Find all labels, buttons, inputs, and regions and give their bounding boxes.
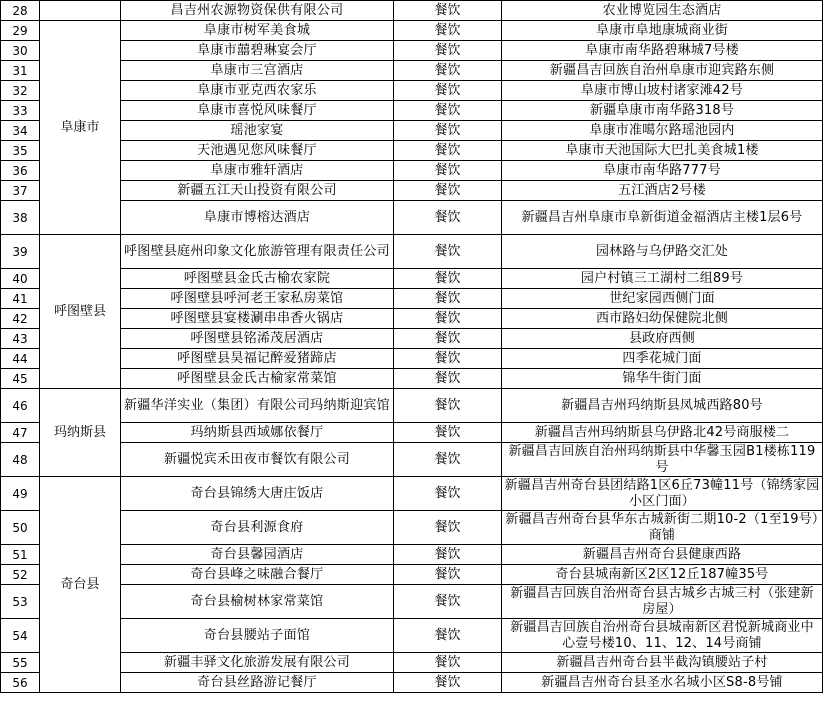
business-type: 餐饮 bbox=[394, 423, 502, 443]
business-type: 餐饮 bbox=[394, 81, 502, 101]
table-row bbox=[1, 21, 823, 41]
business-address: 园户村镇三工湖村二组89号 bbox=[502, 269, 823, 289]
business-address: 新疆昌吉州阜康市阜新街道金福酒店主楼1层6号 bbox=[502, 201, 823, 235]
business-type: 餐饮 bbox=[394, 41, 502, 61]
business-address: 新疆昌吉回族自治州奇台县古城乡古城三村（张建新房屋） bbox=[502, 585, 823, 619]
row-number: 30 bbox=[1, 41, 40, 61]
row-number: 34 bbox=[1, 121, 40, 141]
row-number: 39 bbox=[1, 235, 40, 269]
business-name: 阜康市博榕达酒店 bbox=[121, 201, 394, 235]
business-address: 新疆昌吉回族自治州玛纳斯县中华馨玉园B1楼栋119号 bbox=[502, 443, 823, 477]
business-name: 奇台县锦绣大唐庄饭店 bbox=[121, 477, 394, 511]
table-row bbox=[1, 201, 823, 235]
business-type: 餐饮 bbox=[394, 585, 502, 619]
row-number: 55 bbox=[1, 653, 40, 673]
business-type: 餐饮 bbox=[394, 161, 502, 181]
business-name: 新疆悦宾禾田夜市餐饮有限公司 bbox=[121, 443, 394, 477]
business-address: 阜康市阜地康城商业街 bbox=[502, 21, 823, 41]
business-name: 阜康市喜悦风味餐厅 bbox=[121, 101, 394, 121]
row-number: 40 bbox=[1, 269, 40, 289]
business-name: 奇台县馨园酒店 bbox=[121, 545, 394, 565]
table-row bbox=[1, 121, 823, 141]
table-row bbox=[1, 349, 823, 369]
business-address: 新疆昌吉州奇台县华东古城新街二期10-2（1至19号）商铺 bbox=[502, 511, 823, 545]
row-number: 36 bbox=[1, 161, 40, 181]
table-row bbox=[1, 289, 823, 309]
table-row bbox=[1, 585, 823, 619]
county-cell: 呼图壁县 bbox=[40, 235, 121, 389]
row-number: 50 bbox=[1, 511, 40, 545]
business-address: 阜康市南华路777号 bbox=[502, 161, 823, 181]
table-row bbox=[1, 443, 823, 477]
county-cell: 奇台县 bbox=[40, 477, 121, 693]
business-address: 新疆昌吉州奇台县健康西路 bbox=[502, 545, 823, 565]
business-type: 餐饮 bbox=[394, 309, 502, 329]
business-type: 餐饮 bbox=[394, 181, 502, 201]
business-address: 锦华牛街门面 bbox=[502, 369, 823, 389]
business-name: 呼图壁县宴楼涮串串香火锅店 bbox=[121, 309, 394, 329]
table-row bbox=[1, 101, 823, 121]
business-address: 阜康市天池国际大巴扎美食城1楼 bbox=[502, 141, 823, 161]
table-row bbox=[1, 61, 823, 81]
business-name: 呼图壁县庭州印象文化旅游管理有限责任公司 bbox=[121, 235, 394, 269]
row-number: 52 bbox=[1, 565, 40, 585]
business-address: 四季花城门面 bbox=[502, 349, 823, 369]
business-name: 呼图壁县昊福记醉爱猪蹄店 bbox=[121, 349, 394, 369]
table-row bbox=[1, 235, 823, 269]
business-name: 阜康市亚克西农家乐 bbox=[121, 81, 394, 101]
row-number: 37 bbox=[1, 181, 40, 201]
table-row bbox=[1, 309, 823, 329]
business-address: 新疆昌吉州奇台县半截沟镇腰站子村 bbox=[502, 653, 823, 673]
row-number: 29 bbox=[1, 21, 40, 41]
business-name: 奇台县利源食府 bbox=[121, 511, 394, 545]
row-number: 54 bbox=[1, 619, 40, 653]
table-row bbox=[1, 161, 823, 181]
business-name: 奇台县榆树林家常菜馆 bbox=[121, 585, 394, 619]
business-type: 餐饮 bbox=[394, 477, 502, 511]
table-row bbox=[1, 369, 823, 389]
table-row bbox=[1, 545, 823, 565]
row-number: 42 bbox=[1, 309, 40, 329]
business-address: 新疆昌吉回族自治州奇台县城南新区君悦新城商业中心壹号楼10、11、12、14号商铺 bbox=[502, 619, 823, 653]
business-address: 新疆昌吉州玛纳斯县凤城西路80号 bbox=[502, 389, 823, 423]
business-name: 阜康市囍碧琳宴会厅 bbox=[121, 41, 394, 61]
business-address: 新疆昌吉州奇台县团结路1区6丘73幢11号（锦绣家园小区门面） bbox=[502, 477, 823, 511]
table-row bbox=[1, 619, 823, 653]
county-cell: 阜康市 bbox=[40, 21, 121, 235]
table-row bbox=[1, 81, 823, 101]
business-type: 餐饮 bbox=[394, 673, 502, 693]
business-name: 奇台县峰之味融合餐厅 bbox=[121, 565, 394, 585]
business-address: 新疆昌吉州奇台县圣水名城小区S8-8号铺 bbox=[502, 673, 823, 693]
business-name: 新疆丰驿文化旅游发展有限公司 bbox=[121, 653, 394, 673]
business-type: 餐饮 bbox=[394, 511, 502, 545]
business-address: 五江酒店2号楼 bbox=[502, 181, 823, 201]
business-type: 餐饮 bbox=[394, 619, 502, 653]
business-name: 阜康市三宫酒店 bbox=[121, 61, 394, 81]
business-name: 昌吉州农源物资保供有限公司 bbox=[121, 1, 394, 21]
business-address: 西市路妇幼保健院北侧 bbox=[502, 309, 823, 329]
table-row bbox=[1, 329, 823, 349]
business-name: 呼图壁县铭浠茂居酒店 bbox=[121, 329, 394, 349]
table-row bbox=[1, 269, 823, 289]
row-number: 32 bbox=[1, 81, 40, 101]
business-type: 餐饮 bbox=[394, 545, 502, 565]
business-address: 阜康市准噶尔路瑶池园内 bbox=[502, 121, 823, 141]
business-name: 奇台县腰站子面馆 bbox=[121, 619, 394, 653]
business-name: 奇台县丝路游记餐厅 bbox=[121, 673, 394, 693]
business-type: 餐饮 bbox=[394, 565, 502, 585]
business-type: 餐饮 bbox=[394, 653, 502, 673]
business-type: 餐饮 bbox=[394, 349, 502, 369]
business-name: 新疆五江天山投资有限公司 bbox=[121, 181, 394, 201]
business-type: 餐饮 bbox=[394, 329, 502, 349]
table-row bbox=[1, 1, 823, 21]
business-type: 餐饮 bbox=[394, 21, 502, 41]
business-name: 天池遇见您风味餐厅 bbox=[121, 141, 394, 161]
table-row bbox=[1, 41, 823, 61]
county-cell: 玛纳斯县 bbox=[40, 389, 121, 477]
business-name: 瑶池家宴 bbox=[121, 121, 394, 141]
business-name: 呼图壁县呼河老王家私房菜馆 bbox=[121, 289, 394, 309]
business-type: 餐饮 bbox=[394, 1, 502, 21]
business-address: 阜康市博山坡村诸家滩42号 bbox=[502, 81, 823, 101]
business-address: 奇台县城南新区2区12丘187幢35号 bbox=[502, 565, 823, 585]
table-row bbox=[1, 511, 823, 545]
row-number: 28 bbox=[1, 1, 40, 21]
business-address: 园林路与乌伊路交汇处 bbox=[502, 235, 823, 269]
row-number: 43 bbox=[1, 329, 40, 349]
business-type: 餐饮 bbox=[394, 101, 502, 121]
business-address: 新疆昌吉州玛纳斯县乌伊路北42号商服楼二 bbox=[502, 423, 823, 443]
table-row bbox=[1, 181, 823, 201]
row-number: 51 bbox=[1, 545, 40, 565]
business-type: 餐饮 bbox=[394, 443, 502, 477]
county-cell bbox=[40, 1, 121, 21]
business-address: 新疆阜康市南华路318号 bbox=[502, 101, 823, 121]
table-row bbox=[1, 673, 823, 693]
row-number: 44 bbox=[1, 349, 40, 369]
row-number: 46 bbox=[1, 389, 40, 423]
business-type: 餐饮 bbox=[394, 369, 502, 389]
business-name: 新疆华洋实业（集团）有限公司玛纳斯迎宾馆 bbox=[121, 389, 394, 423]
row-number: 48 bbox=[1, 443, 40, 477]
business-name: 呼图壁县金氏古榆农家院 bbox=[121, 269, 394, 289]
table-row bbox=[1, 389, 823, 423]
row-number: 56 bbox=[1, 673, 40, 693]
row-number: 35 bbox=[1, 141, 40, 161]
business-type: 餐饮 bbox=[394, 121, 502, 141]
business-type: 餐饮 bbox=[394, 61, 502, 81]
business-name: 玛纳斯县西域娜依餐厅 bbox=[121, 423, 394, 443]
business-name: 呼图壁县金氏古榆家常菜馆 bbox=[121, 369, 394, 389]
row-number: 41 bbox=[1, 289, 40, 309]
business-name: 阜康市树军美食城 bbox=[121, 21, 394, 41]
table-row bbox=[1, 423, 823, 443]
business-name: 阜康市雅轩酒店 bbox=[121, 161, 394, 181]
table-row bbox=[1, 565, 823, 585]
business-address: 农业博览园生态酒店 bbox=[502, 1, 823, 21]
business-address: 世纪家园西侧门面 bbox=[502, 289, 823, 309]
row-number: 53 bbox=[1, 585, 40, 619]
row-number: 47 bbox=[1, 423, 40, 443]
business-type: 餐饮 bbox=[394, 235, 502, 269]
row-number: 31 bbox=[1, 61, 40, 81]
table-row bbox=[1, 141, 823, 161]
business-type: 餐饮 bbox=[394, 289, 502, 309]
business-type: 餐饮 bbox=[394, 201, 502, 235]
business-address: 阜康市南华路碧琳城7号楼 bbox=[502, 41, 823, 61]
row-number: 49 bbox=[1, 477, 40, 511]
row-number: 33 bbox=[1, 101, 40, 121]
row-number: 38 bbox=[1, 201, 40, 235]
business-address: 县政府西侧 bbox=[502, 329, 823, 349]
business-address: 新疆昌吉回族自治州阜康市迎宾路东侧 bbox=[502, 61, 823, 81]
table-row bbox=[1, 653, 823, 673]
business-type: 餐饮 bbox=[394, 389, 502, 423]
business-type: 餐饮 bbox=[394, 269, 502, 289]
table-row bbox=[1, 477, 823, 511]
business-type: 餐饮 bbox=[394, 141, 502, 161]
row-number: 45 bbox=[1, 369, 40, 389]
